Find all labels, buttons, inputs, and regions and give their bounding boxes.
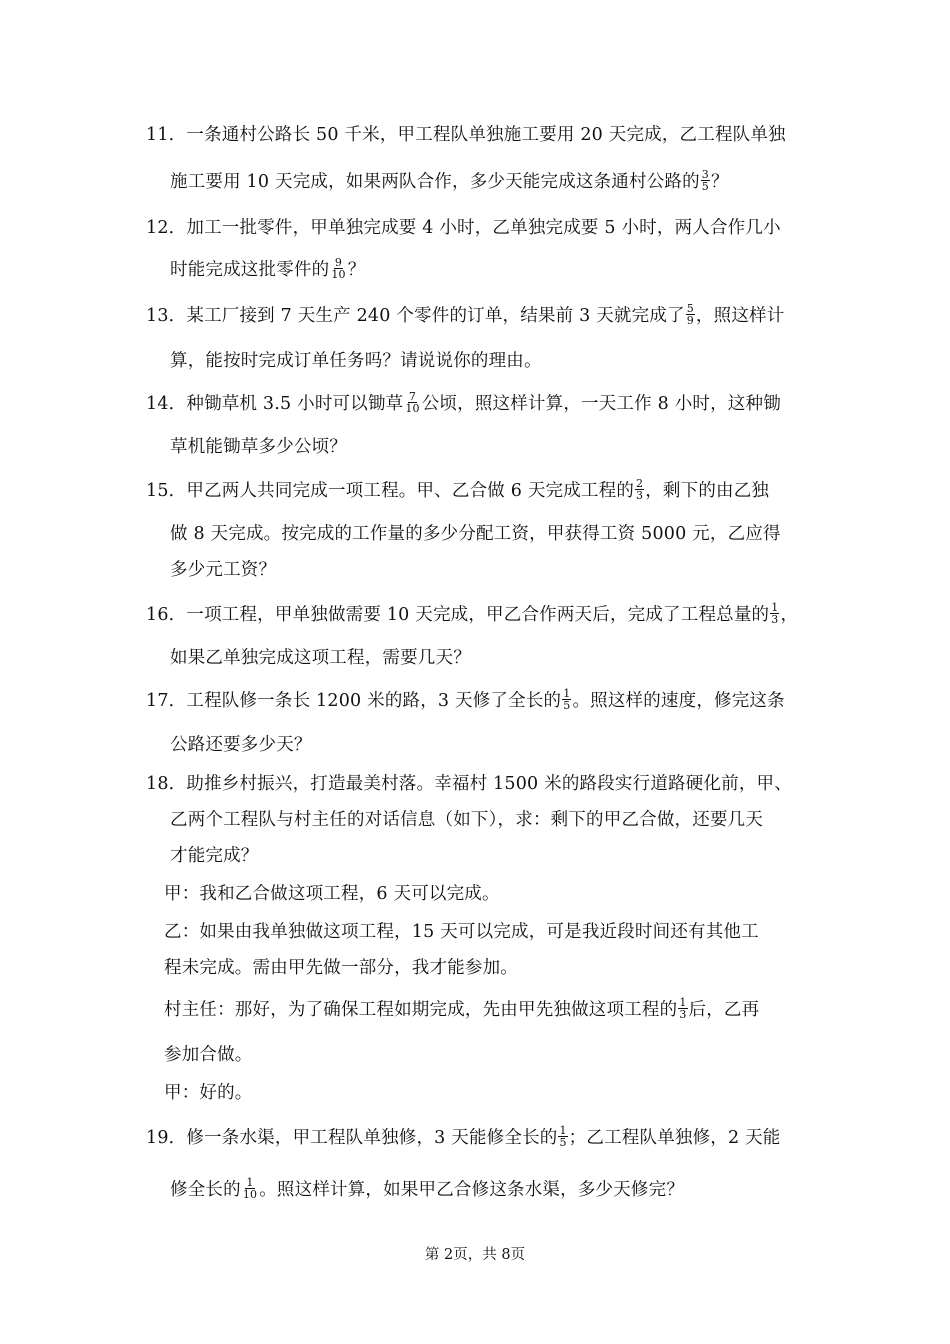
text: 修全长的 [170, 1180, 241, 1200]
problem-18-dialog-3c: 参加合做。 [164, 1045, 253, 1065]
problem-19-line-2 [170, 1178, 684, 1202]
numerator: 1 [246, 1176, 254, 1189]
text: ？ [711, 172, 729, 192]
problem-18-dialog-2a: 乙：如果由我单独做这项工程，15 天可以完成，可是我近段时间还有其他工 [164, 922, 759, 942]
numerator: 1 [563, 687, 571, 700]
fraction [770, 602, 779, 625]
text: 时能完成这批零件的 [170, 260, 330, 280]
problem-12-line-1: 12．加工一批零件，甲单独完成要 4 小时，乙单独完成要 5 小时，两人合作几小 [146, 218, 781, 238]
numerator: 5 [686, 302, 694, 315]
problem-18-dialog-3 [164, 998, 759, 1022]
denominator: 3 [636, 489, 644, 502]
denominator: 3 [679, 1008, 687, 1021]
fraction [558, 1125, 567, 1148]
fraction [404, 391, 420, 414]
text: 。照这样的速度，修完这条 [572, 691, 785, 711]
numerator: 7 [408, 390, 417, 403]
problem-16-line-1 [146, 603, 798, 627]
text: ？ [347, 260, 366, 280]
problem-14-line-1 [146, 392, 781, 416]
problem-18-line-3: 才能完成？ [170, 846, 259, 866]
denominator: 10 [405, 402, 420, 415]
numerator: 1 [559, 1124, 567, 1137]
problem-18-dialog-1: 甲：我和乙合做这项工程，6 天可以完成。 [164, 884, 500, 904]
text: 公顷，照这样计算，一天工作 8 小时，这种锄 [421, 394, 781, 414]
denominator: 10 [331, 268, 346, 281]
problem-19-line-1 [146, 1126, 780, 1150]
denominator: 9 [686, 314, 694, 327]
text: ；乙工程队单独修，2 天能 [568, 1128, 781, 1148]
problem-18-dialog-2b: 程未完成。需由甲先做一部分，我才能参加。 [164, 958, 518, 978]
problem-18-dialog-4: 甲：好的。 [164, 1083, 253, 1103]
fraction [678, 997, 687, 1020]
text: 村主任：那好，为了确保工程如期完成，先由甲先独做这项工程的 [164, 1000, 678, 1020]
text: 19．修一条水渠，甲工程队单独修，3 天能修全长的 [146, 1128, 558, 1148]
fraction [701, 169, 710, 192]
text: 13．某工厂接到 7 天生产 240 个零件的订单，结果前 3 天就完成了 [146, 306, 685, 326]
text: 14．种锄草机 3.5 小时可以锄草 [146, 394, 404, 414]
fraction [635, 478, 644, 501]
denominator: 5 [563, 699, 571, 712]
fraction [562, 688, 571, 711]
problem-14-line-2: 草机能锄草多少公顷？ [170, 437, 347, 457]
numerator: 9 [334, 256, 343, 269]
page-footer: 第 2页，共 8页 [424, 1247, 526, 1263]
text: 施工要用 10 天完成，如果两队合作，多少天能完成这条通村公路的 [170, 172, 700, 192]
fraction [330, 257, 346, 280]
denominator: 5 [701, 180, 709, 193]
fraction [686, 303, 695, 326]
problem-17-line-2: 公路还要多少天？ [170, 735, 312, 755]
problem-15-line-3: 多少元工资？ [170, 560, 277, 580]
numerator: 3 [701, 168, 709, 181]
denominator: 3 [771, 613, 779, 626]
problem-12-line-2 [170, 258, 365, 282]
text: 后，乙再 [688, 1000, 760, 1020]
problem-15-line-1 [146, 479, 769, 503]
text: 17．工程队修一条长 1200 米的路，3 天修了全长的 [146, 691, 562, 711]
text: ，剩下的由乙独 [645, 481, 770, 501]
denominator: 5 [559, 1136, 567, 1149]
numerator: 1 [679, 996, 687, 1009]
problem-16-line-2: 如果乙单独完成这项工程，需要几天？ [170, 648, 471, 668]
problem-11-line-1: 11．一条通村公路长 50 千米，甲工程队单独施工要用 20 天完成，乙工程队单独 [146, 125, 786, 145]
text: 15．甲乙两人共同完成一项工程。甲、乙合做 6 天完成工程的 [146, 481, 635, 501]
numerator: 1 [771, 601, 779, 614]
problem-15-line-2: 做 8 天完成。按完成的工作量的多少分配工资，甲获得工资 5000 元，乙应得 [170, 524, 781, 544]
problem-17-line-1 [146, 689, 785, 713]
text: 。照这样计算，如果甲乙合修这条水渠，多少天修完？ [259, 1180, 685, 1200]
fraction [242, 1177, 258, 1200]
numerator: 2 [636, 477, 644, 490]
text: ，照这样计 [695, 306, 785, 326]
problem-18-line-2: 乙两个工程队与村主任的对话信息（如下），求：剩下的甲乙合做，还要几天 [170, 810, 764, 830]
problem-13-line-2: 算，能按时完成订单任务吗？请说说你的理由。 [170, 351, 542, 371]
problem-18-line-1: 18．助推乡村振兴，打造最美村落。幸福村 1500 米的路段实行道路硬化前，甲、 [146, 774, 792, 794]
problem-13-line-1 [146, 304, 784, 328]
denominator: 10 [242, 1188, 258, 1201]
problem-11-line-2 [170, 170, 729, 194]
text: 16．一项工程，甲单独做需要 10 天完成，甲乙合作两天后，完成了工程总量的 [146, 605, 770, 625]
text: ， [780, 605, 799, 625]
